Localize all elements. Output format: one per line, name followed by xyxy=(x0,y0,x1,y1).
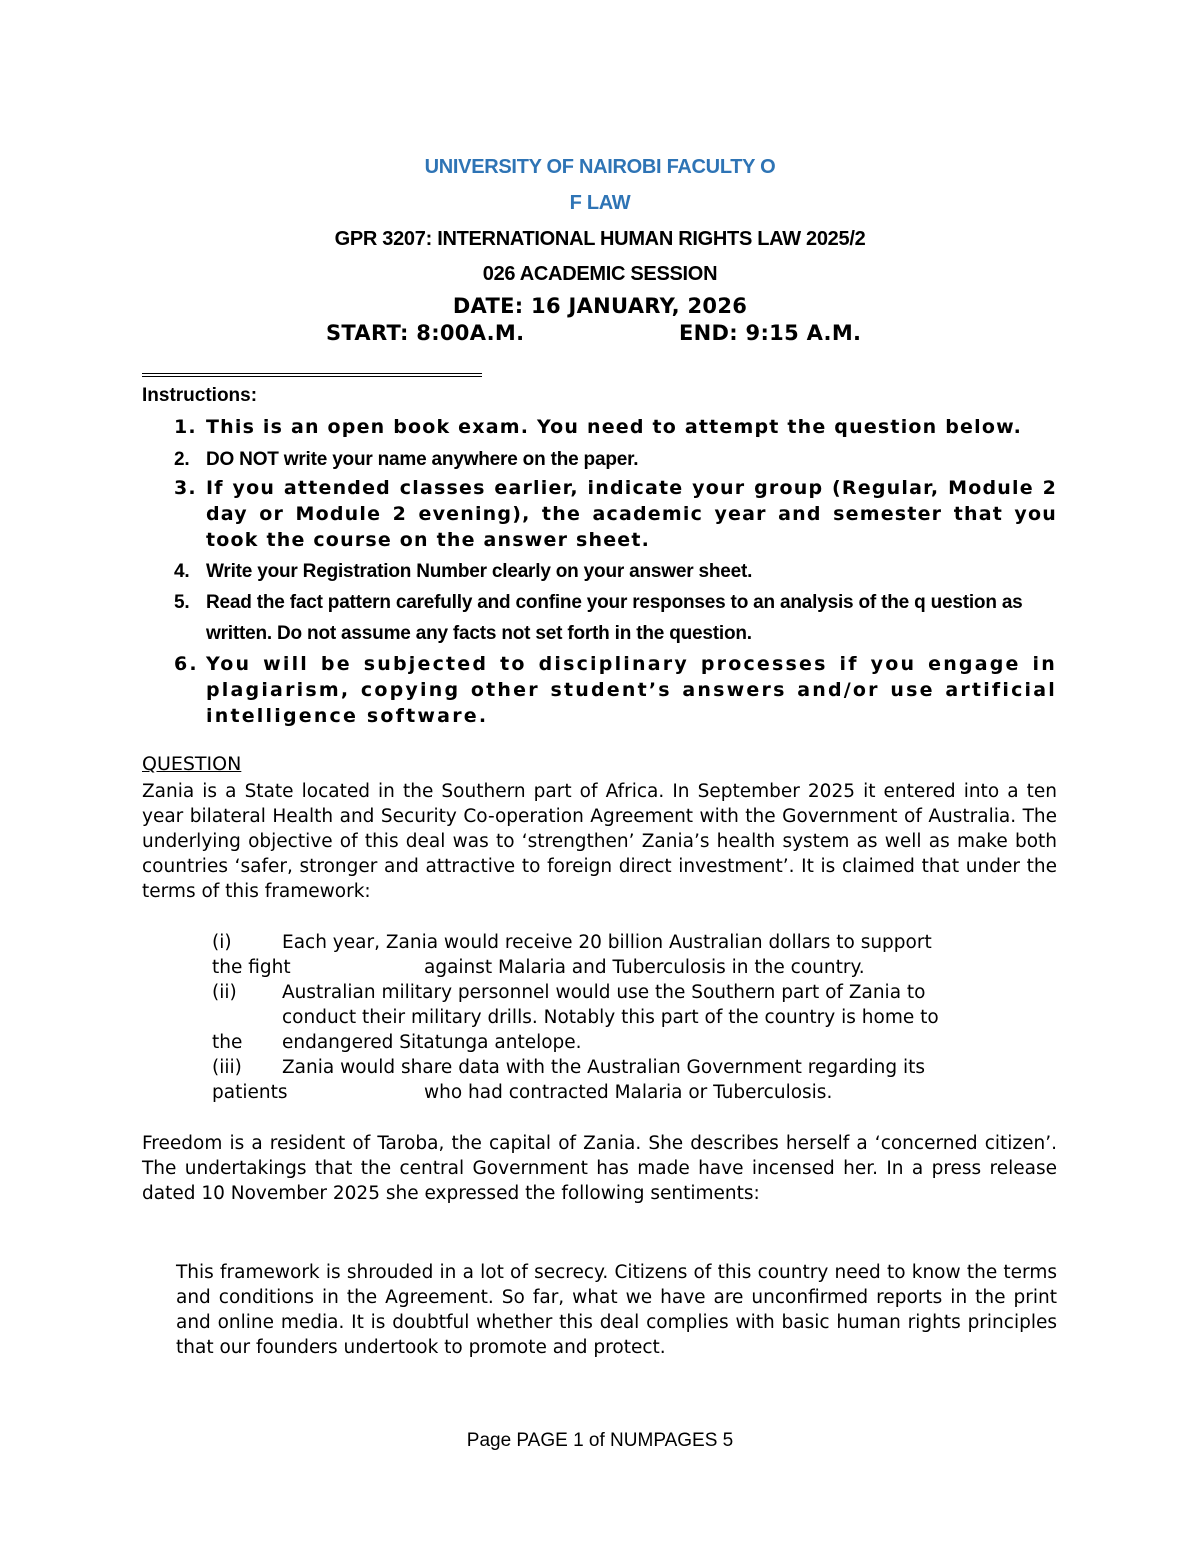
instruction-item: 3. If you attended classes earlier, indicate your group (Regular, Module 2 day or Module 2 evening), the academic year and semester that you took the course on the answer sheet. xyxy=(174,477,1057,551)
question-heading: QUESTION xyxy=(142,753,242,775)
page-footer: Page PAGE 1 of NUMPAGES 5 xyxy=(466,1430,734,1451)
term-line: patients who had contracted Malaria or Tuberculosis. xyxy=(212,1082,833,1103)
term-label: (iii) xyxy=(212,1057,242,1078)
exam-end-time: END: 9:15 A.M. xyxy=(679,321,862,345)
instruction-text: Read the fact pattern carefully and confine your responses to an analysis of the q uestion as written. Do not assume any facts not set forth in the question. xyxy=(206,592,1023,644)
term-label: (i) xyxy=(212,932,232,953)
course-title-line1: GPR 3207: INTERNATIONAL HUMAN RIGHTS LAW 2025/2 xyxy=(334,228,866,250)
instruction-text: DO NOT write your name anywhere on the paper. xyxy=(206,449,639,470)
term-label: (ii) xyxy=(212,982,237,1003)
instruction-item: 4. Write your Registration Number clearly on your answer sheet. xyxy=(174,561,753,582)
instruction-text: Write your Registration Number clearly on your answer sheet. xyxy=(206,561,753,582)
framework-term-ii xyxy=(212,980,1057,1055)
university-title-line1: UNIVERSITY OF NAIROBI FACULTY O xyxy=(424,156,776,178)
instruction-item: 1. This is an open book exam. You need to attempt the question below. xyxy=(174,416,1023,438)
exam-date: DATE: 16 JANUARY, 2026 xyxy=(452,294,748,318)
freedom-paragraph: Freedom is a resident of Taroba, the capital of Zania. She describes herself a ‘concerned citizen’. The undertakings that the central Government has made have incensed her. In a press release dated 10 November 2025 she expressed the following sentiments: xyxy=(142,1133,1057,1204)
university-title-line2: F LAW xyxy=(569,192,631,214)
instruction-item: 5. Read the fact pattern carefully and confine your responses to an analysis of the q uestion as written. Do not assume any facts not set forth in the question. xyxy=(174,592,1023,644)
framework-term-i xyxy=(212,930,1057,980)
term-line: Australian military personnel would use the Southern part of Zania to xyxy=(282,982,926,1003)
question-intro-paragraph: Zania is a State located in the Southern part of Africa. In September 2025 it entered into a ten year bilateral Health and Security Co-operation Agreement with the Government of Australia. The underlying objective of this deal was to ‘strengthen’ Zania’s health system as well as make both countries ‘safer, stronger and attractive to foreign direct investment’. It is claimed that under the terms of this framework: xyxy=(142,781,1057,902)
term-line: conduct their military drills. Notably this part of the country is home to xyxy=(282,1007,939,1028)
divider-line xyxy=(142,373,482,374)
instruction-text: If you attended classes earlier, indicate your group (Regular, Module 2 day or Module 2 evening), the academic year and semester that you took the course on the answer sheet. xyxy=(206,477,1057,551)
term-line: Zania would share data with the Australian Government regarding its xyxy=(282,1057,926,1078)
press-release-quote: This framework is shrouded in a lot of secrecy. Citizens of this country need to know the terms and conditions in the Agreement. So far, what we have are unconfirmed reports in the print and online media. It is doubtful whether this deal complies with basic human rights principles that our founders undertook to promote and protect. xyxy=(176,1262,1057,1358)
term-line: Each year, Zania would receive 20 billion Australian dollars to support xyxy=(282,932,932,953)
instruction-item: 6. You will be subjected to disciplinary processes if you engage in plagiarism, copying other student’s answers and/or use artificial intelligence software. xyxy=(174,653,1057,727)
instructions-list xyxy=(142,414,1057,729)
instructions-title: Instructions: xyxy=(142,385,258,406)
exam-start-time: START: 8:00A.M. xyxy=(326,321,525,345)
instruction-item: 2. DO NOT write your name anywhere on the paper. xyxy=(174,449,639,470)
instruction-text: This is an open book exam. You need to attempt the question below. xyxy=(206,416,1023,438)
framework-term-iii xyxy=(212,1055,1057,1105)
term-line: the endangered Sitatunga antelope. xyxy=(212,1032,582,1053)
instruction-text: You will be subjected to disciplinary processes if you engage in plagiarism, copying other student’s answers and/or use artificial intelligence software. xyxy=(206,653,1057,727)
divider-line-second xyxy=(142,376,482,377)
term-line: the fight against Malaria and Tuberculosis in the country. xyxy=(212,957,865,978)
course-title-line2: 026 ACADEMIC SESSION xyxy=(482,263,718,285)
